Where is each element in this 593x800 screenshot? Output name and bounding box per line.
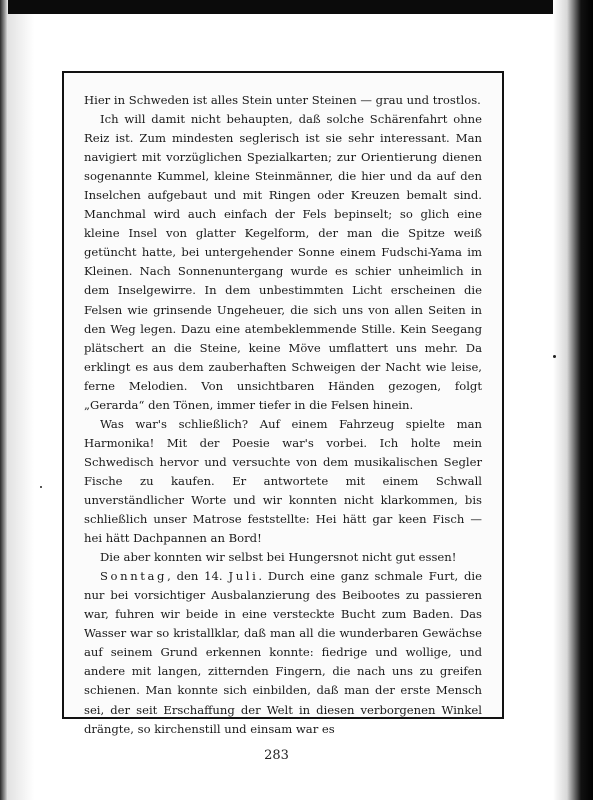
page-number: 283 [264, 748, 289, 763]
scan-right-edge [553, 0, 593, 800]
scan-left-edge [0, 0, 8, 800]
paragraph-text: . Durch eine ganz schmale Furt, die nur bei vorsichtiger Ausbalanzierung des Beibootes zu passieren war, fuhren wir beide in eine versteckte Bucht zum Baden. Das Wasser war so kristallklar, daß man all die wunderbaren Gewächse auf seinem Grund erkennen konnte: fiedrige und wollige, und andere mit langen, zitternden Fingern, die nach uns zu greifen schienen. Man konnte sich einbilden, daß man der erste Mensch sei, der seit Erschaffung der Welt in diesen verborgenen Winkel drängte, so kirchenstill und einsam war es [84, 569, 482, 736]
date-weekday: Sonntag [100, 569, 168, 584]
scan-speck [40, 486, 42, 488]
date-day: , den 14. [167, 569, 229, 584]
paragraph: Die aber konnten wir selbst bei Hungersnot nicht gut essen! [100, 550, 457, 565]
book-gutter-shadow [8, 14, 34, 800]
paragraph: Ich will damit nicht behaupten, daß solche Schärenfahrt ohne Reiz ist. Zum mindesten seglerisch ist sie sehr interessant. Man navigiert mit vorzüglichen Spezialkarten; zur Orientierung dienen sogenannte Kummel, kleine Steinmänner, die hier und da auf den Inselchen aufgebaut und mit Ringen oder Kreuzen bemalt sind. Manchmal wird auch einfach der Fels bepinselt; so glich eine kleine Insel von glatter Kegelform, der man die Spitze weiß getüncht hatte, bei untergehender Sonne einem Fudschi-Yama im Kleinen. Nach Sonnenuntergang wurde es schier unheimlich in dem Inselgewirre. In dem unbestimmten Licht erscheinen die Felsen wie grinsende Ungeheuer, die sich uns von allen Seiten in den Weg legen. Dazu eine atembeklemmende Stille. Kein Seegang plätschert an die Steine, keine Möve umflattert uns mehr. Da erklingt es aus dem zauberhaften Schweigen der Nacht wie leise, ferne Melodien. Von unsichtbaren Händen gezogen, folgt „Gerarda“ den Tönen, immer tiefer in die Felsen hinein. [84, 112, 482, 412]
paragraph: Hier in Schweden ist alles Stein unter Steinen — grau und trostlos. [84, 93, 481, 107]
scan-speck [553, 355, 556, 358]
date-month: Juli [228, 569, 259, 584]
paragraph [84, 567, 482, 738]
text-frame [62, 71, 504, 736]
scan-top-edge [0, 0, 593, 14]
paragraph: Was war's schließlich? Auf einem Fahrzeug spielte man Harmonika! Mit der Poesie war's vorbei. Ich holte mein Schwedisch hervor und versuchte von dem musikalischen Segler Fische zu kaufen. Er antwortete mit einem Schwall unverständlicher Worte und wir konnten nicht klarkommen, bis schließlich unser Matrose feststellte: Hei hätt gar keen Fisch — hei hätt Dachpannen an Bord! [84, 416, 482, 546]
page-body [84, 91, 482, 739]
